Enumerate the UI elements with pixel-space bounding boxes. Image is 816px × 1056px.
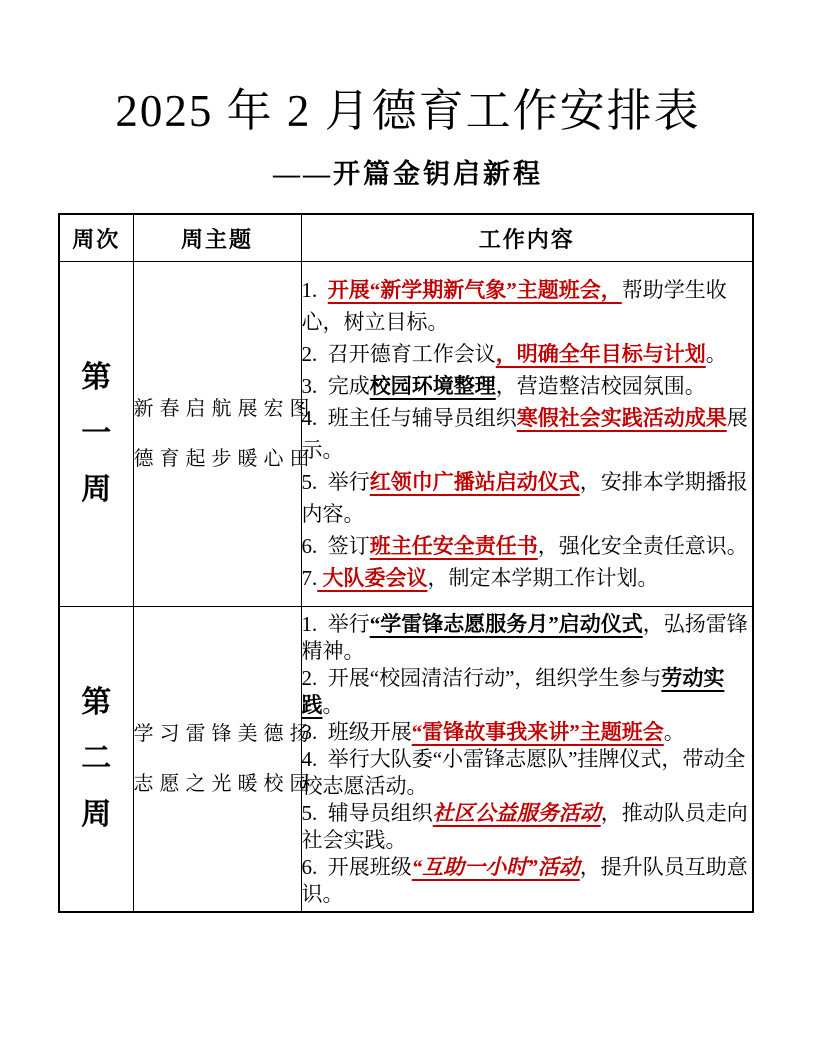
text-segment: 开展“新学期新气象”主题班会， bbox=[327, 278, 622, 302]
text-segment: 1. 举行 bbox=[301, 611, 370, 636]
text-segment: 5. 举行 bbox=[301, 470, 370, 494]
text-segment: 社区公益服务活动 bbox=[432, 800, 601, 825]
week-label-char: 周 bbox=[81, 473, 112, 506]
week-label-char: 二 bbox=[81, 742, 112, 775]
content-cell bbox=[301, 607, 753, 913]
header-content: 工作内容 bbox=[301, 214, 753, 262]
text-segment: ，提升队员互助意识。 bbox=[301, 854, 748, 906]
text-segment: 2. 召开德育工作会议 bbox=[301, 342, 496, 366]
theme-line: 德育起步暖心田 bbox=[133, 448, 316, 470]
text-segment: 帮助学生收心，树立目标。 bbox=[301, 278, 727, 334]
text-segment: 6. 签订 bbox=[301, 534, 370, 558]
content-cell bbox=[301, 262, 753, 607]
text-segment: “互助一小时”活动 bbox=[411, 854, 580, 879]
week-cell bbox=[59, 607, 133, 913]
work-item bbox=[302, 719, 753, 746]
text-segment: 5. 辅导员组织 bbox=[301, 800, 433, 825]
table-row bbox=[59, 262, 753, 607]
work-item bbox=[302, 530, 753, 562]
text-segment: “雷锋故事我来讲”主题班会 bbox=[411, 719, 664, 744]
week-cell bbox=[59, 262, 133, 607]
work-item bbox=[302, 665, 753, 719]
document-subtitle: ——开篇金钥启新程 bbox=[273, 159, 543, 189]
text-segment: 7. bbox=[301, 566, 318, 590]
text-segment: “学雷锋志愿服务月”启动仪式 bbox=[369, 611, 643, 636]
text-segment: 。 bbox=[705, 342, 727, 366]
work-item bbox=[302, 611, 753, 665]
work-item bbox=[302, 466, 753, 530]
text-segment: 。 bbox=[663, 719, 685, 744]
text-segment: 6. 开展班级 bbox=[301, 854, 412, 879]
text-segment: 大队委会议 bbox=[317, 566, 428, 590]
text-segment: 4. 班主任与辅导员组织 bbox=[301, 406, 517, 430]
schedule-table bbox=[58, 213, 754, 913]
text-segment: ，营造整洁校园氛围。 bbox=[495, 374, 706, 398]
text-segment: 校园环境整理 bbox=[369, 374, 496, 398]
text-segment: 红领巾广播站启动仪式 bbox=[369, 470, 580, 494]
text-segment: ，弘扬雷锋精神。 bbox=[301, 611, 748, 663]
text-segment: 4. 举行大队委“小雷锋志愿队”挂牌仪式，带动全校志愿活动。 bbox=[301, 746, 746, 798]
work-item bbox=[302, 854, 753, 908]
text-segment: 。 bbox=[322, 692, 344, 717]
week-label-char: 第 bbox=[81, 361, 112, 394]
document-title: 2025 年 2 月德育工作安排表 bbox=[115, 86, 701, 136]
work-item bbox=[302, 562, 753, 594]
text-segment: ，安排本学期播报内容。 bbox=[301, 470, 748, 526]
work-item bbox=[302, 370, 753, 402]
table-row bbox=[59, 607, 753, 913]
text-segment: ，明确全年目标与计划 bbox=[495, 342, 706, 366]
work-item bbox=[302, 746, 753, 800]
text-segment: 2. 开展“校园清洁行动”，组织学生参与 bbox=[301, 665, 662, 690]
theme-cell bbox=[133, 262, 316, 607]
week-label-char: 第 bbox=[81, 686, 112, 719]
text-segment: 3. 完成 bbox=[301, 374, 370, 398]
text-segment: 寒假社会实践活动成果 bbox=[516, 406, 727, 430]
text-segment: ，推动队员走向社会实践。 bbox=[301, 800, 748, 852]
work-item bbox=[302, 402, 753, 466]
work-item bbox=[302, 338, 753, 370]
text-segment: 展示。 bbox=[301, 406, 748, 462]
text-segment: 劳动实践 bbox=[301, 665, 725, 717]
header-theme: 周主题 bbox=[133, 214, 301, 262]
text-segment: 3. 班级开展 bbox=[301, 719, 412, 744]
text-segment: 班主任安全责任书 bbox=[369, 534, 538, 558]
text-segment: ，强化安全责任意识。 bbox=[537, 534, 748, 558]
week-label-char: 一 bbox=[81, 417, 112, 450]
work-item bbox=[302, 800, 753, 854]
work-item bbox=[302, 274, 753, 338]
text-segment: ，制定本学期工作计划。 bbox=[427, 566, 659, 590]
theme-line: 志愿之光暖校园 bbox=[133, 773, 316, 795]
table-header-row bbox=[59, 214, 753, 262]
header-week: 周次 bbox=[59, 214, 133, 262]
theme-line: 学习雷锋美德扬 bbox=[133, 723, 316, 745]
theme-cell bbox=[133, 607, 316, 913]
week-label-char: 周 bbox=[81, 798, 112, 831]
theme-line: 新春启航展宏图 bbox=[133, 398, 316, 420]
text-segment: 1. bbox=[301, 278, 328, 302]
